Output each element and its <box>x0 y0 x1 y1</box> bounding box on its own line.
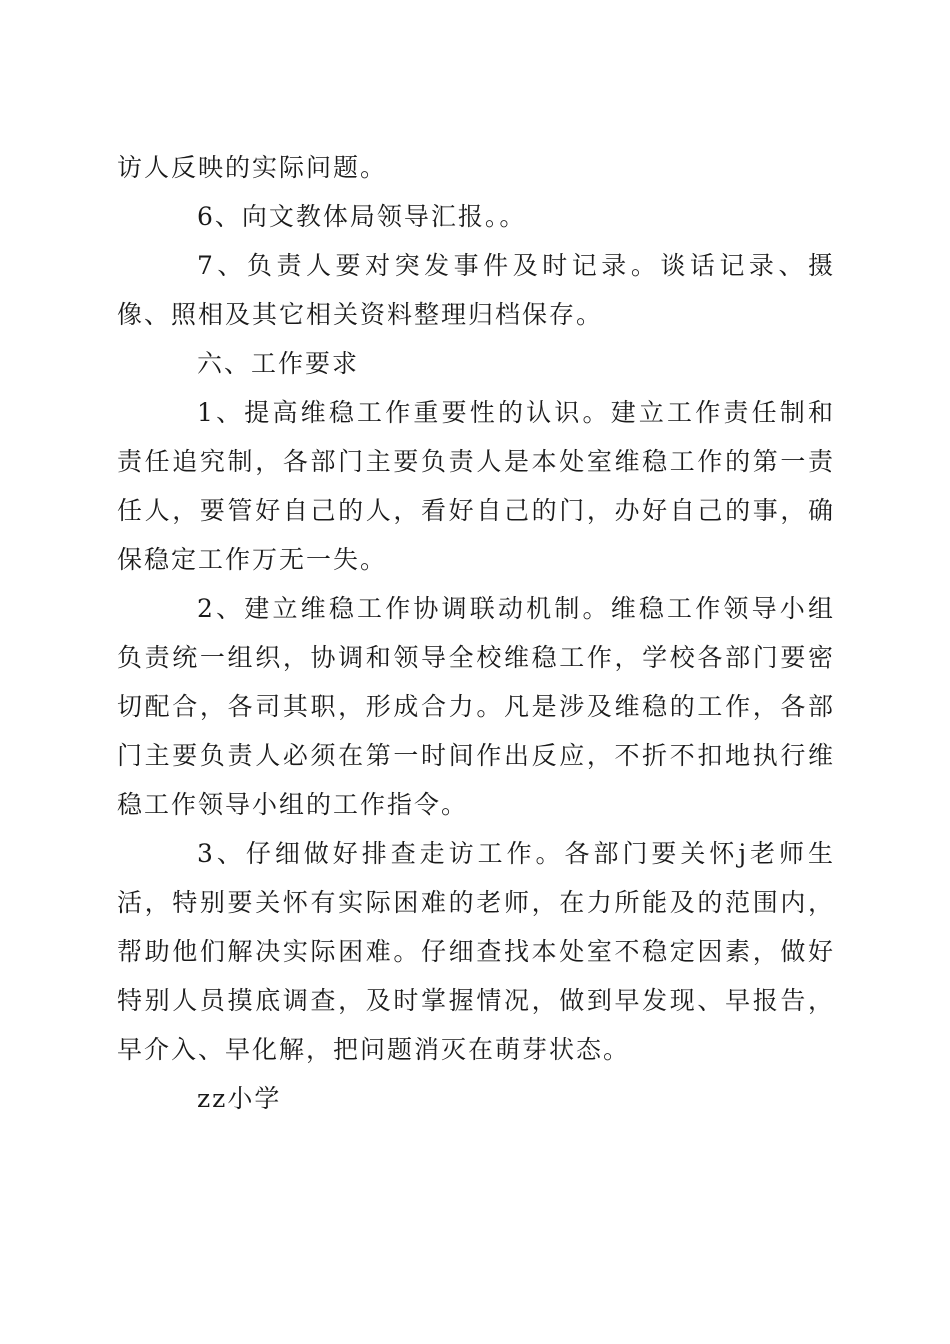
paragraph-requirement-2: 2、建立维稳工作协调联动机制。维稳工作领导小组负责统一组织，协调和领导全校维稳工作，学校各部门要密切配合，各司其职，形成合力。凡是涉及维稳的工作，各部门主要负责人必须在第一时间作出反应，不折不扣地执行维稳工作领导小组的工作指令。 <box>117 594 835 819</box>
section-heading-work-requirements: 六、工作要求 <box>197 349 360 378</box>
paragraph-requirement-3: 3、仔细做好排查走访工作。各部门要关怀j老师生活，特别要关怀有实际困难的老师，在力所能及的范围内，帮助他们解决实际困难。仔细查找本处室不稳定因素，做好特别人员摸底调查，及时掌握情况，做到早发现、早报告，早介入、早化解，把问题消灭在萌芽状态。 <box>117 839 835 1064</box>
paragraph-requirement-1: 1、提高维稳工作重要性的认识。建立工作责任制和责任追究制，各部门主要负责人是本处室维稳工作的第一责任人，要管好自己的人，看好自己的门，办好自己的事，确保稳定工作万无一失。 <box>117 398 835 574</box>
paragraph-item-7: 7、负责人要对突发事件及时记录。谈话记录、摄像、照相及其它相关资料整理归档保存。 <box>117 251 835 329</box>
paragraph-continued: 访人反映的实际问题。 <box>117 153 388 182</box>
paragraph-item-6: 6、向文教体局领导汇报。。 <box>197 202 527 231</box>
signature-school-name: zz小学 <box>197 1084 282 1113</box>
document-body <box>117 143 835 1123</box>
